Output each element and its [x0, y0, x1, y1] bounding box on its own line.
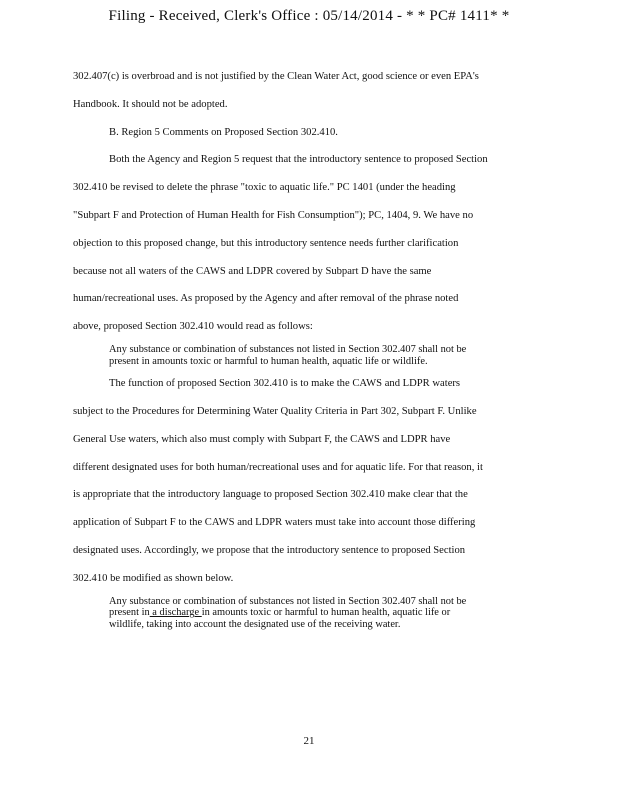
- text-line: 302.407(c) is overbroad and is not justified by the Clean Water Act, good science or even EPA's: [73, 71, 479, 82]
- text-line: General Use waters, which also must comply with Subpart F, the CAWS and LDPR have: [73, 433, 451, 445]
- text-line: is appropriate that the introductory language to proposed Section 302.410 make clear that the: [73, 489, 468, 501]
- block-quote-modified-text: [109, 596, 509, 631]
- inserted-text: a discharge: [149, 607, 202, 619]
- quote-text: present in: [109, 607, 150, 619]
- text-line: Handbook. It should not be adopted.: [73, 98, 228, 110]
- text-line: above, proposed Section 302.410 would read as follows:: [73, 321, 313, 333]
- filing-stamp-header: Filing - Received, Clerk's Office : 05/14/2014 - * * PC# 1411* *: [108, 8, 510, 24]
- quote-line: wildlife, taking into account the designated use of the receiving water.: [109, 618, 401, 630]
- text-line: because not all waters of the CAWS and LDPR covered by Subpart D have the same: [73, 265, 432, 277]
- text-line: different designated uses for both human/recreational uses and for aquatic life. For that reason, it: [73, 461, 483, 473]
- quote-line: [109, 607, 509, 619]
- paragraph-function: [73, 377, 541, 596]
- text-line: subject to the Procedures for Determining Water Quality Criteria in Part 302, Subpart F. Unlike: [73, 405, 477, 417]
- paragraph-region5-request: [73, 153, 541, 344]
- quote-line: present in amounts toxic or harmful to human health, aquatic life or wildlife.: [109, 355, 428, 367]
- text-line: 302.410 be modified as shown below.: [73, 572, 234, 584]
- text-line: designated uses. Accordingly, we propose that the introductory sentence to proposed Section: [73, 544, 466, 556]
- text-line: 302.410 be revised to delete the phrase "toxic to aquatic life." PC 1401 (under the heading: [73, 182, 456, 194]
- paragraph-conclusion: [73, 70, 541, 126]
- quote-line: Any substance or combination of substances not listed in Section 302.407 shall not be: [109, 595, 467, 607]
- page-body: [73, 70, 541, 630]
- section-subheading: B. Region 5 Comments on Proposed Section 302.410.: [109, 126, 338, 138]
- text-line: human/recreational uses. As proposed by the Agency and after removal of the phrase noted: [73, 293, 459, 305]
- text-line: "Subpart F and Protection of Human Health for Fish Consumption"); PC, 1404, 9. We have no: [73, 209, 474, 221]
- quote-text: in amounts toxic or harmful to human health, aquatic life or: [201, 607, 451, 619]
- quote-line: Any substance or combination of substances not listed in Section 302.407 shall not be: [109, 344, 467, 356]
- page-number: 21: [303, 735, 315, 747]
- block-quote-proposed-text: [109, 344, 509, 367]
- text-line: objection to this proposed change, but this introductory sentence needs further clarification: [73, 237, 459, 249]
- text-line: The function of proposed Section 302.410 is to make the CAWS and LDPR waters: [109, 378, 461, 390]
- text-line: Both the Agency and Region 5 request that the introductory sentence to proposed Section: [109, 154, 488, 166]
- text-line: application of Subpart F to the CAWS and LDPR waters must take into account those differing: [73, 517, 476, 529]
